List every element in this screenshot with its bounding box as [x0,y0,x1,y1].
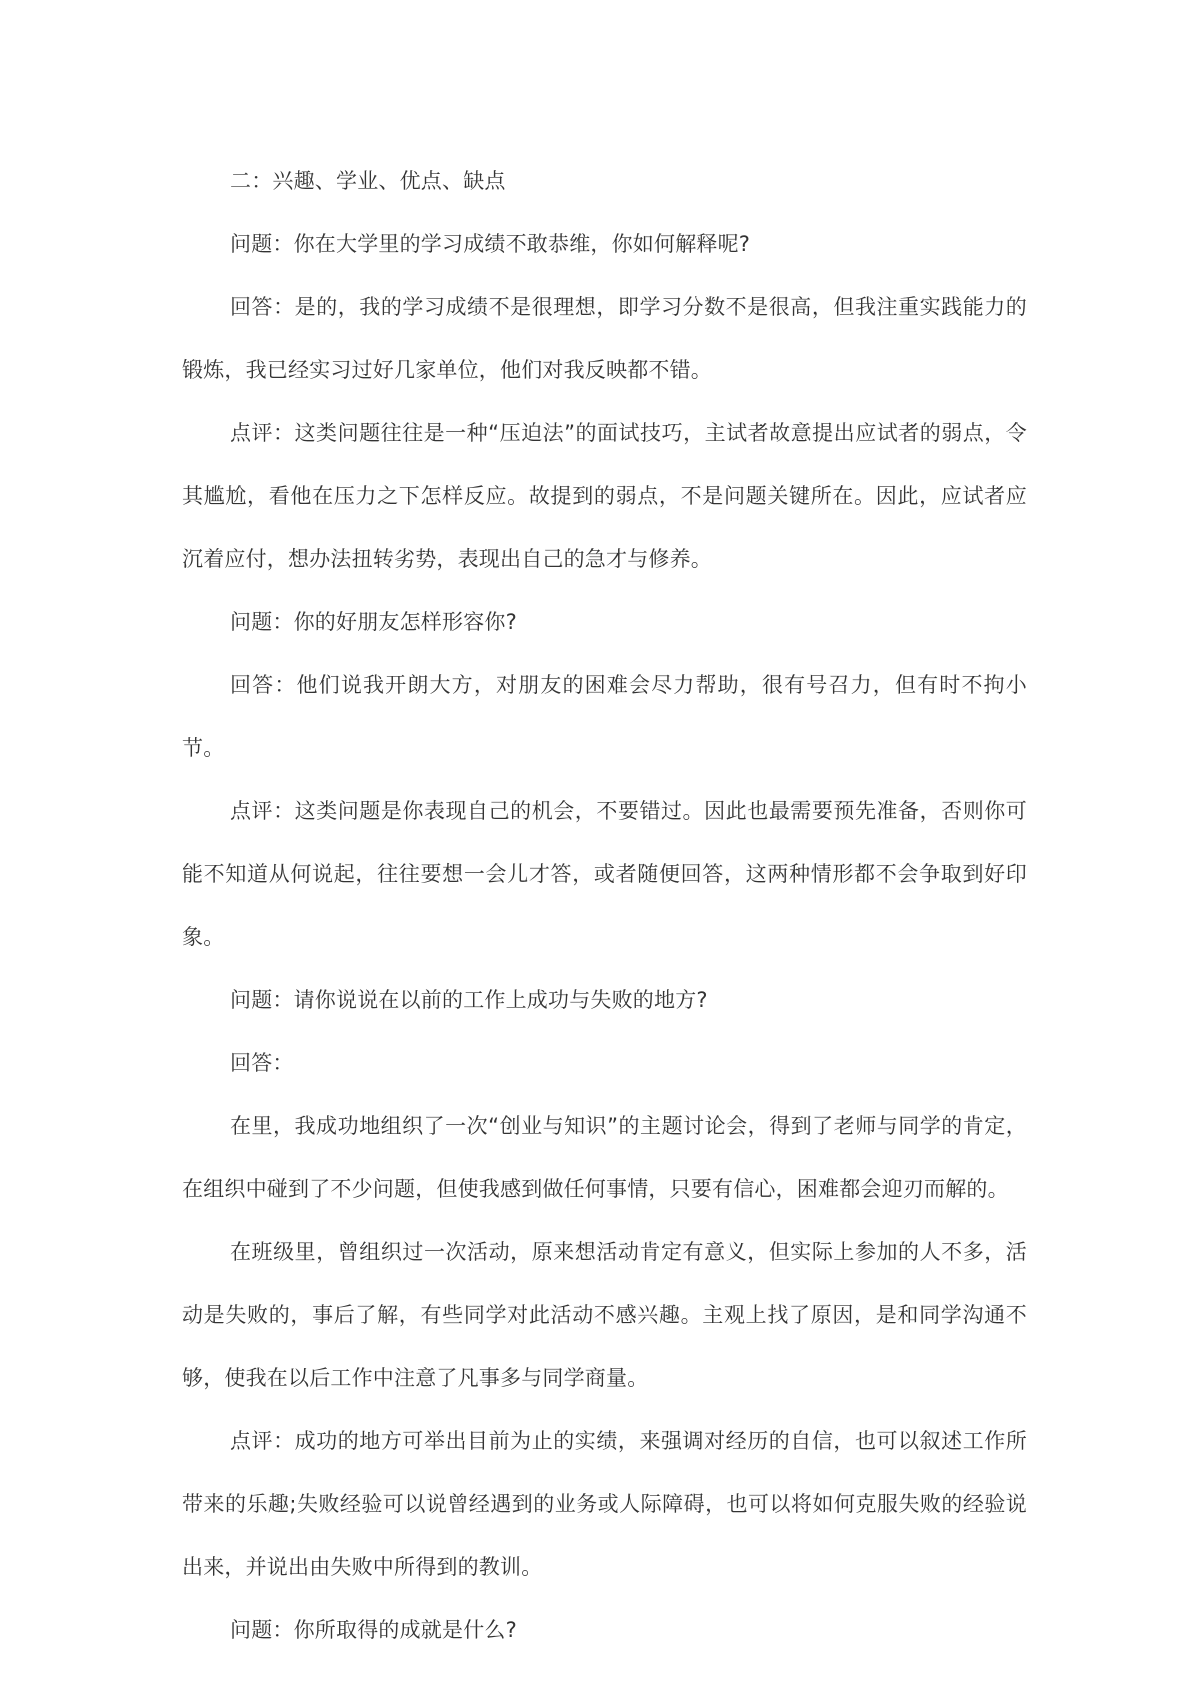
answer-paragraph: 在班级里，曾组织过一次活动，原来想活动肯定有意义，但实际上参加的人不多，活动是失败的，事后了解，有些同学对此活动不感兴趣。主观上找了原因，是和同学沟通不够，使我在以后工作中注意了凡事多与同学商量。 [182,1240,1027,1390]
answer-label: 回答： [230,1051,294,1075]
answer-paragraph: 回答：是的，我的学习成绩不是很理想，即学习分数不是很高，但我注重实践能力的锻炼，我已经实习过好几家单位，他们对我反映都不错。 [182,295,1027,382]
question-paragraph: 问题：你的好朋友怎样形容你? [230,610,517,634]
answer-paragraph: 回答：他们说我开朗大方，对朋友的困难会尽力帮助，很有号召力，但有时不拘小节。 [182,673,1027,760]
comment-paragraph: 点评：成功的地方可举出目前为止的实绩，来强调对经历的自信，也可以叙述工作所带来的乐趣;失败经验可以说曾经遇到的业务或人际障碍，也可以将如何克服失败的经验说出来，并说出由失败中所得到的教训。 [182,1429,1027,1579]
comment-paragraph: 点评：这类问题是你表现自己的机会，不要错过。因此也最需要预先准备，否则你可能不知道从何说起，往往要想一会儿才答，或者随便回答，这两种情形都不会争取到好印象。 [182,799,1027,949]
question-paragraph: 问题：你所取得的成就是什么? [230,1618,517,1642]
answer-paragraph: 在里，我成功地组织了一次“创业与知识”的主题讨论会，得到了老师与同学的肯定，在组织中碰到了不少问题，但使我感到做任何事情，只要有信心，困难都会迎刃而解的。 [182,1114,1027,1201]
document-page [182,150,1027,1662]
comment-paragraph: 点评：这类问题往往是一种“压迫法”的面试技巧，主试者故意提出应试者的弱点，令其尴尬，看他在压力之下怎样反应。故提到的弱点，不是问题关键所在。因此，应试者应沉着应付，想办法扭转劣势，表现出自己的急才与修养。 [182,421,1027,571]
section-heading: 二：兴趣、学业、优点、缺点 [230,169,506,193]
question-paragraph: 问题：你在大学里的学习成绩不敢恭维，你如何解释呢? [230,232,751,256]
question-paragraph: 问题：请你说说在以前的工作上成功与失败的地方? [230,988,708,1012]
